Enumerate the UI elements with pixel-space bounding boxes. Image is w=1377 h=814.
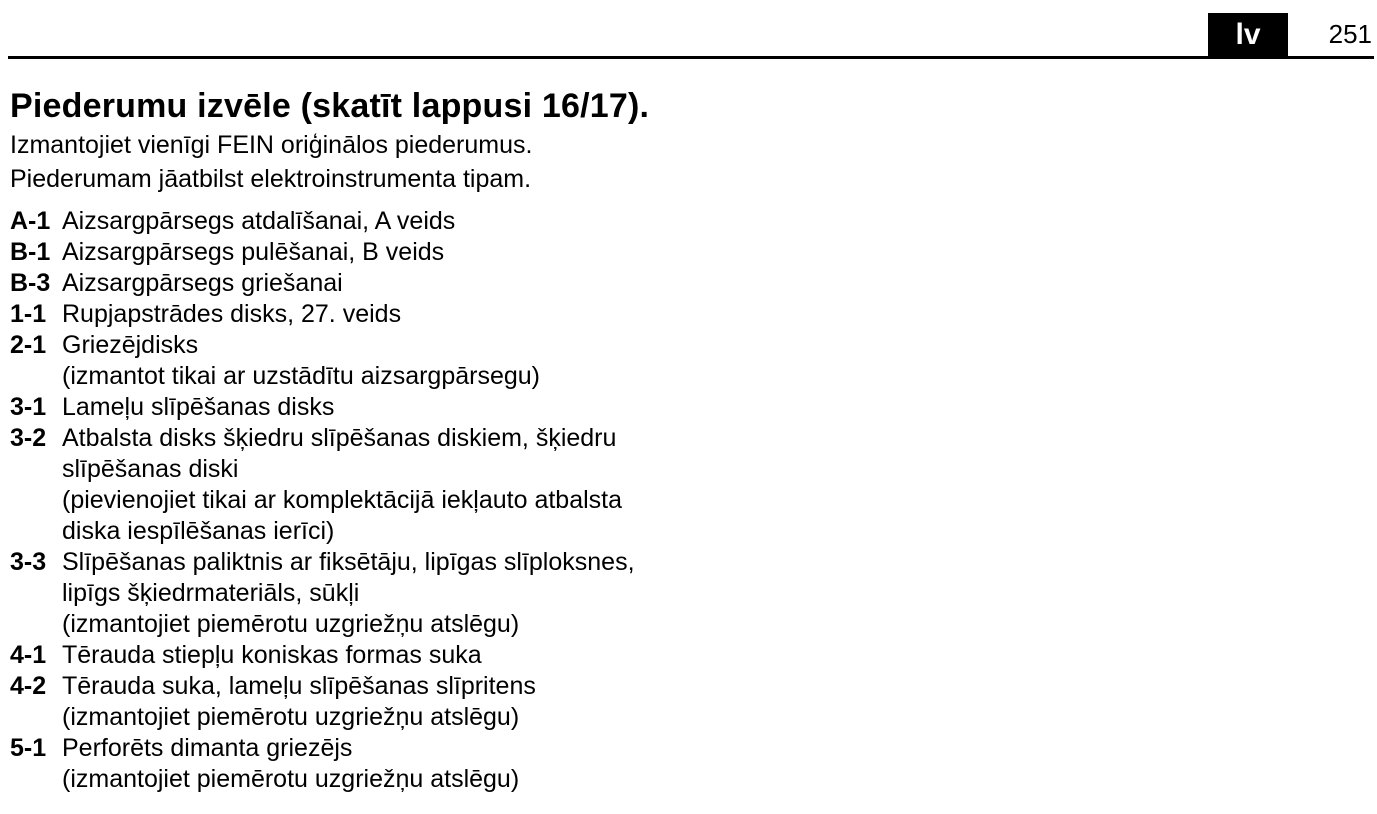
accessory-code: B-3 [10,269,51,297]
accessory-code: 5-1 [10,734,47,762]
accessory-code: 4-1 [10,641,47,669]
section-title: Piederumu izvēle (skatīt lappusi 16/17). [10,87,650,125]
description-line: diska iespīlēšanas ierīci) [62,517,335,545]
accessory-description [62,392,730,423]
page-number: 251 [1328,19,1372,49]
accessory-code: 2-1 [10,331,47,359]
description-line: Aizsargpārsegs atdalīšanai, A veids [62,207,456,235]
accessory-description [62,733,730,795]
accessory-description [62,299,730,330]
description-line: Aizsargpārsegs griešanai [62,269,343,297]
accessory-description [62,640,730,671]
accessory-code: A-1 [10,207,51,235]
header-divider [8,56,1374,59]
accessory-description [62,268,730,299]
description-line: lipīgs šķiedrmateriāls, sūkļi [62,579,360,607]
accessory-item [10,237,730,268]
description-line: Tērauda suka, lameļu slīpēšanas slīpritens [62,672,536,700]
accessory-code: 3-3 [10,548,47,576]
accessory-description [62,547,730,640]
accessory-item [10,640,730,671]
description-line: slīpēšanas diski [62,455,239,483]
description-line: (izmantojiet piemērotu uzgriežņu atslēgu) [62,703,520,731]
accessory-description [62,671,730,733]
accessory-code: 1-1 [10,300,47,328]
description-line: Tērauda stiepļu koniskas formas suka [62,641,482,669]
accessory-list [10,206,730,795]
description-line: Slīpēšanas paliktnis ar fiksētāju, lipīgas slīploksnes, [62,548,635,576]
accessory-code: 3-2 [10,424,47,452]
accessory-item [10,392,730,423]
accessory-item [10,547,730,640]
description-line: Perforēts dimanta griezējs [62,734,353,762]
accessory-item [10,733,730,795]
accessory-description [62,237,730,268]
accessory-item [10,268,730,299]
description-line: Griezējdisks [62,331,199,359]
accessory-item [10,206,730,237]
accessory-item [10,423,730,547]
description-line: (pievienojiet tikai ar komplektācijā iekļauto atbalsta [62,486,623,514]
page-header [0,0,1377,58]
accessory-description [62,330,730,392]
document-body [10,84,730,795]
accessory-item [10,330,730,392]
description-line: (izmantojiet piemērotu uzgriežņu atslēgu) [62,610,520,638]
accessory-description [62,423,730,547]
intro-line: Izmantojiet vienīgi FEIN oriģinālos piederumus. [10,131,533,159]
intro-line: Piederumam jāatbilst elektroinstrumenta tipam. [10,165,532,193]
accessory-description [62,206,730,237]
description-line: Aizsargpārsegs pulēšanai, B veids [62,238,445,266]
description-line: (izmantojiet piemērotu uzgriežņu atslēgu) [62,765,520,793]
accessory-item [10,671,730,733]
description-line: Lameļu slīpēšanas disks [62,393,335,421]
accessory-item [10,299,730,330]
description-line: Atbalsta disks šķiedru slīpēšanas diskiem, šķiedru [62,424,617,452]
accessory-code: 3-1 [10,393,47,421]
language-badge: lv [1208,13,1288,57]
accessory-code: B-1 [10,238,51,266]
description-line: (izmantot tikai ar uzstādītu aizsargpārsegu) [62,362,540,390]
description-line: Rupjapstrādes disks, 27. veids [62,300,402,328]
accessory-code: 4-2 [10,672,47,700]
